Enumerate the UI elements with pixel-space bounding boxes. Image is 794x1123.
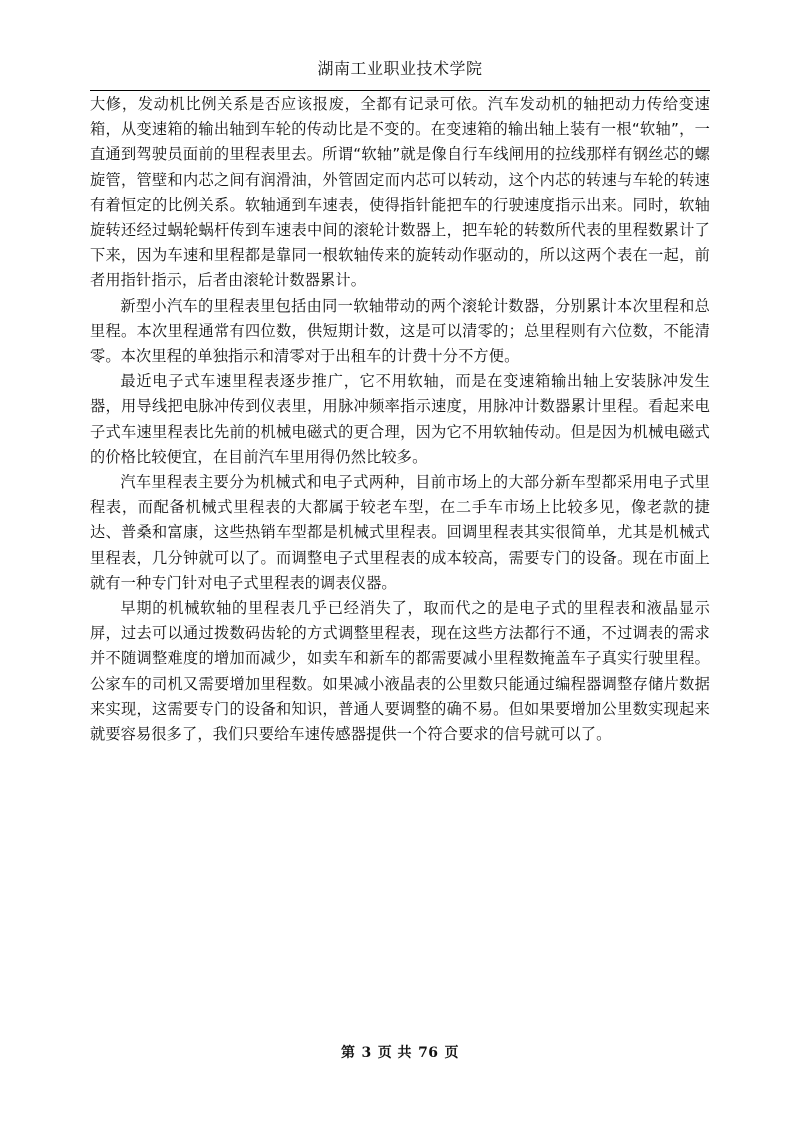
footer-prefix: 第 (340, 1045, 356, 1061)
page-number: 3 (361, 1045, 372, 1061)
page-footer (90, 1042, 710, 1062)
header-title: 湖南工业职业技术学院 (317, 59, 483, 78)
footer-suffix: 页 (444, 1045, 460, 1061)
header-divider (90, 90, 710, 91)
document-body (90, 92, 710, 747)
page-header (90, 58, 710, 90)
paragraph-5: 早期的机械软轴的里程表几乎已经消失了，取而代之的是电子式的里程表和液晶显示屏，过去可以通过拨数码齿轮的方式调整里程表，现在这些方法都行不通，不过调表的需求并不随调整难度的增加而减少，如卖车和新车的都需要减小里程数掩盖车子真实行驶里程。公家车的司机又需要增加里程数。如果减小液晶表的公里数只能通过编程器调整存储片数据来实现，这需要专门的设备和知识，普通人要调整的确不易。但如果要增加公里数实现起来就要容易很多了，我们只要给车速传感器提供一个符合要求的信号就可以了。 (90, 599, 710, 744)
paragraph-4: 汽车里程表主要分为机械式和电子式两种，目前市场上的大部分新车型都采用电子式里程表，而配备机械式里程表的大都属于较老车型，在二手车市场上比较多见，像老款的捷达、普桑和富康，这些热销车型都是机械式里程表。回调里程表其实很简单，尤其是机械式里程表，几分钟就可以了。而调整电子式里程表的成本较高，需要专门的设备。现在市面上就有一种专门针对电子式里程表的调表仪器。 (90, 473, 710, 592)
total-pages: 76 (418, 1045, 439, 1061)
paragraph-3: 最近电子式车速里程表逐步推广，它不用软轴，而是在变速箱输出轴上安装脉冲发生器，用导线把电脉冲传到仪表里，用脉冲频率指示速度，用脉冲计数器累计里程。看起来电子式车速里程表比先前的机械电磁式的更合理，因为它不用软轴传动。但是因为机械电磁式的价格比较便宜，在目前汽车里用得仍然比较多。 (90, 372, 710, 466)
paragraph-2: 新型小汽车的里程表里包括由同一软轴带动的两个滚轮计数器，分别累计本次里程和总里程。本次里程通常有四位数，供短期计数，这是可以清零的；总里程则有六位数，不能清零。本次里程的单独指示和清零对于出租车的计费十分不方便。 (90, 296, 710, 366)
paragraph-1: 大修，发动机比例关系是否应该报废，全都有记录可依。汽车发动机的轴把动力传给变速箱，从变速箱的输出轴到车轮的传动比是不变的。在变速箱的输出轴上装有一根“软轴”，一直通到驾驶员面前的里程表里去。所谓“软轴”就是像自行车线闸用的拉线那样有钢丝芯的螺旋管，管壁和内芯之间有润滑油，外管固定而内芯可以转动，这个内芯的转速与车轮的转速有着恒定的比例关系。软轴通到车速表，使得指针能把车的行驶速度指示出来。同时，软轴旋转还经过蜗轮蜗杆传到车速表中间的滚轮计数器上，把车轮的转数所代表的里程数累计了下来，因为车速和里程都是靠同一根软轴传来的旋转动作驱动的，所以这两个表在一起，前者用指针指示，后者由滚轮计数器累计。 (90, 95, 710, 290)
footer-middle: 页 共 (377, 1045, 413, 1061)
